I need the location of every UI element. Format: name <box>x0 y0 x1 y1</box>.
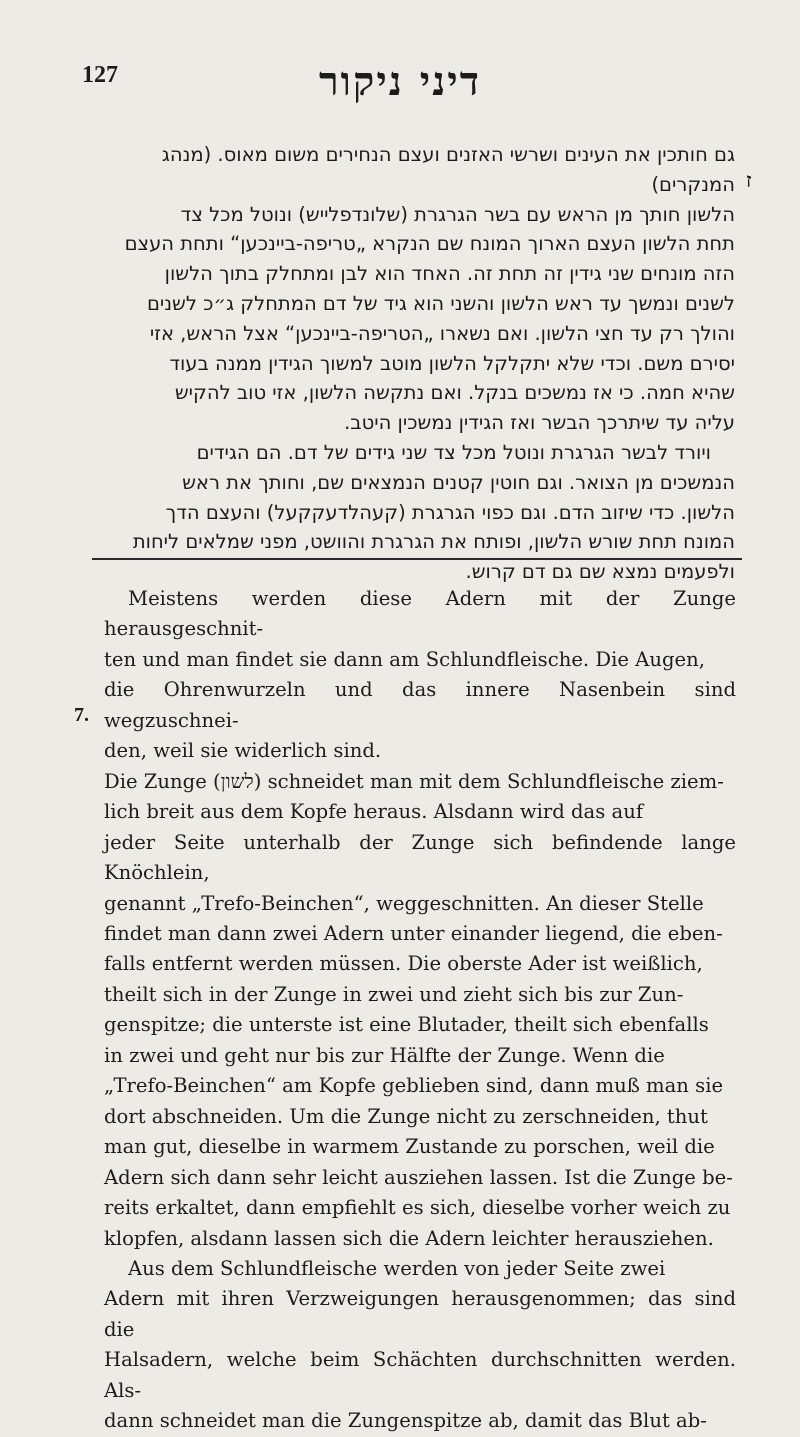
german-line: „Trefo-Beinchen“ am Kopfe geblieben sind, dann muß man sie <box>104 1074 724 1098</box>
german-line: dort abschneiden. Um die Zunge nicht zu zerschneiden, thut <box>104 1104 708 1128</box>
german-section-number: 7. <box>74 704 89 726</box>
hebrew-line: יסירם משם. וכדי שלא יתקלקל הלשון מוטב למשוך הגידין ממנה בעוד <box>169 351 735 375</box>
german-line: lich breit aus dem Kopfe heraus. Alsdann wird das auf <box>104 800 644 824</box>
german-line: genspitze; die unterste ist eine Blutader, theilt sich ebenfalls <box>104 1013 709 1037</box>
hebrew-section-marker: ז <box>746 170 752 192</box>
german-line: die Ohrenwurzeln und das innere Nasenbein sind wegzuschnei- <box>104 678 736 732</box>
german-line: falls entfernt werden müssen. Die oberste Ader ist weißlich, <box>104 952 703 976</box>
german-line: klopfen, alsdann lassen sich die Adern leichter herausziehen. <box>104 1226 714 1250</box>
hebrew-line: ולפעמים נמצא שם גם דם קרוש. <box>465 560 735 584</box>
hebrew-line: המנקרים) <box>651 172 735 196</box>
hebrew-line: תחת הלשון העצם הארוך המונח שם הנקרא „טריפה-ביינכען“ ותחת העצם <box>124 232 735 256</box>
german-line: den, weil sie widerlich sind. <box>104 739 382 763</box>
german-line: jeder Seite unterhalb der Zunge sich befindende lange Knöchlein, <box>104 830 736 885</box>
german-line: theilt sich in der Zunge in zwei und zieht sich bis zur Zun- <box>104 982 684 1006</box>
german-line: Aus dem Schlundfleische werden von jeder Seite zwei <box>128 1256 666 1280</box>
hebrew-line: הלשון. כדי שיזוב הדם. וגם כפוי הגרגרת (קעהלדעקקעל) והעצם הדך <box>165 500 735 524</box>
hebrew-line: והולך רק עד חצי הלשון. ואם נשארו „הטריפה-ביינכען“ אצל הראש, אזי <box>149 321 735 345</box>
hebrew-text-block <box>95 140 735 587</box>
hebrew-line: גם חותכין את העינים ושרשי האזנים ועצם הנחירים משום מאוס. (מנהג <box>161 143 735 166</box>
hebrew-line: המונח תחת שורש הלשון, ופותח את הגרגרת והוושט, מפני שמלאים ליחות <box>132 530 735 554</box>
hebrew-line: עליה עד שיתרכך הבשר ואז הגידין נמשכין היטב. <box>344 411 735 435</box>
german-line: in zwei und geht nur bis zur Hälfte der Zunge. Wenn die <box>104 1043 665 1067</box>
german-line: ten und man findet sie dann am Schlundfleische. Die Augen, <box>104 647 705 671</box>
german-line: man gut, dieselbe in warmem Zustande zu porschen, weil die <box>104 1135 715 1159</box>
hebrew-line: לשנים ונמשך עד ראש הלשון והשני הוא גיד של דם המתחלק ג״כ לשנים <box>146 291 735 315</box>
german-line: Die Zunge (לשון) schneidet man mit dem Schlundfleische ziem- <box>104 769 724 793</box>
hebrew-line: הזה מונחים שני גידין זה תחת זה. האחד הוא לבן ומתחלק בתוך הלשון <box>164 262 735 286</box>
hebrew-line: שהיא חמה. כי אז נמשכים בנקל. ואם נתקשה הלשון, אזי טוב להקיש <box>174 381 735 405</box>
german-line: dann schneidet man die Zungenspitze ab, damit das Blut ab- <box>104 1409 707 1433</box>
german-line: genannt „Trefo-Beinchen“, weggeschnitten. An dieser Stelle <box>104 891 704 915</box>
section-divider <box>92 558 742 560</box>
hebrew-line: הלשון חותך מן הראש עם בשר הגרגרת (שלונדפלייש) ונוטל מכל צד <box>180 202 735 226</box>
german-line: reits erkaltet, dann empfiehlt es sich, dieselbe vorher weich zu <box>104 1196 731 1220</box>
page-number: 127 <box>82 62 118 88</box>
german-line: Adern sich dann sehr leicht ausziehen lassen. Ist die Zunge be- <box>104 1165 733 1189</box>
hebrew-line: הנמשכים מן הצואר. וגם חוטין קטנים הנמצאים שם, וחותך את ראש <box>182 470 735 494</box>
running-title: דיני ניקור <box>319 58 481 105</box>
german-line: findet man dann zwei Adern unter einander liegend, die eben- <box>104 921 723 945</box>
hebrew-line: ויורד לבשר הגרגרת ונוטל מכל צד שני גידים של דם. הם הגידים <box>196 440 711 464</box>
german-line: Meistens werden diese Adern mit der Zunge herausgeschnit- <box>104 587 736 641</box>
german-line: Halsadern, welche beim Schächten durchschnitten werden. Als- <box>104 1348 736 1402</box>
german-line: Adern mit ihren Verzweigungen herausgenommen; das sind die <box>104 1287 736 1341</box>
german-text-block <box>104 584 736 1437</box>
